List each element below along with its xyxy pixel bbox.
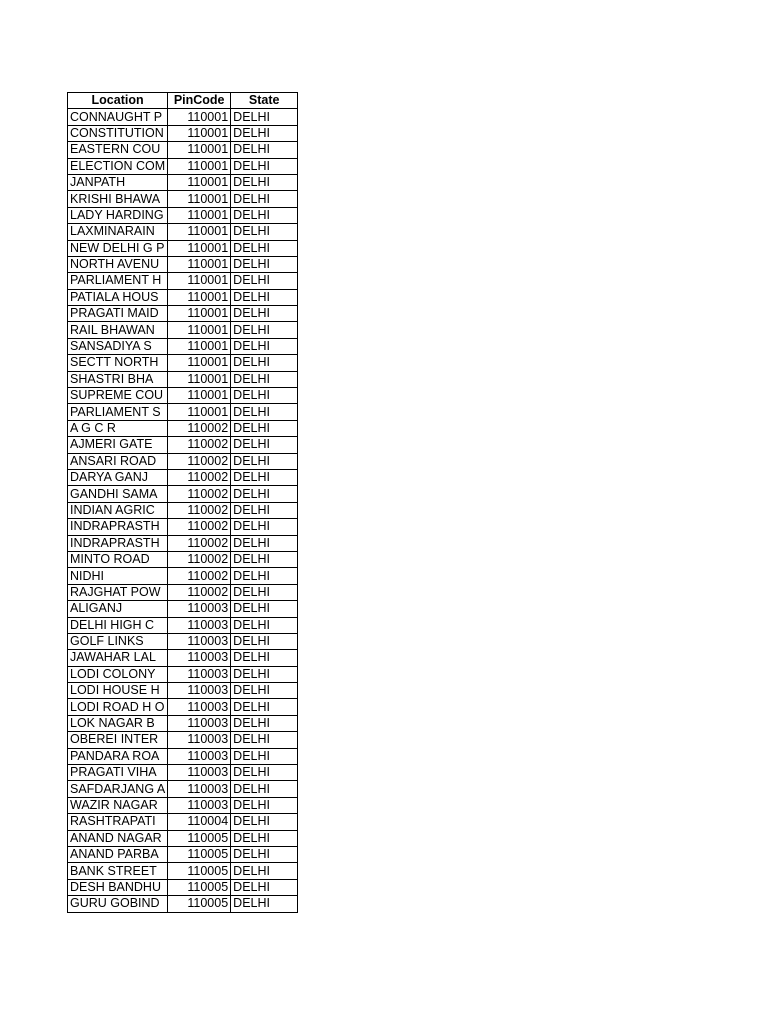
pincode-cell: 110005 [168,879,231,895]
table-row [68,502,298,518]
table-row [68,338,298,354]
state-cell: DELHI [231,781,298,797]
table-row [68,109,298,125]
pincode-cell: 110003 [168,666,231,682]
table-row [68,486,298,502]
table-row [68,273,298,289]
table-row [68,158,298,174]
location-cell: JAWAHAR LAL [68,650,168,666]
state-cell: DELHI [231,683,298,699]
table-row [68,404,298,420]
table-row [68,322,298,338]
state-cell: DELHI [231,601,298,617]
state-cell: DELHI [231,551,298,567]
state-cell: DELHI [231,420,298,436]
table-row [68,765,298,781]
location-cell: LADY HARDING [68,207,168,223]
table-row [68,863,298,879]
pincode-cell: 110002 [168,469,231,485]
state-cell: DELHI [231,535,298,551]
state-cell: DELHI [231,404,298,420]
state-cell: DELHI [231,519,298,535]
pincode-cell: 110001 [168,289,231,305]
table-row [68,240,298,256]
state-cell: DELHI [231,371,298,387]
pincode-cell: 110002 [168,584,231,600]
state-cell: DELHI [231,896,298,912]
table-row [68,256,298,272]
table-row [68,224,298,240]
table-row [68,469,298,485]
table-row [68,896,298,912]
pincode-cell: 110001 [168,142,231,158]
pincode-cell: 110005 [168,846,231,862]
table-row [68,142,298,158]
location-cell: GANDHI SAMA [68,486,168,502]
state-cell: DELHI [231,109,298,125]
table-row [68,846,298,862]
state-cell: DELHI [231,338,298,354]
location-cell: JANPATH [68,174,168,190]
location-cell: LOK NAGAR B [68,715,168,731]
state-cell: DELHI [231,568,298,584]
table-row [68,420,298,436]
state-cell: DELHI [231,846,298,862]
location-cell: ANSARI ROAD [68,453,168,469]
pincode-cell: 110001 [168,371,231,387]
state-cell: DELHI [231,388,298,404]
location-cell: INDRAPRASTH [68,519,168,535]
pincode-cell: 110001 [168,174,231,190]
location-cell: LODI ROAD H O [68,699,168,715]
location-cell: RASHTRAPATI [68,814,168,830]
pincode-cell: 110001 [168,224,231,240]
pincode-cell: 110001 [168,240,231,256]
state-cell: DELHI [231,453,298,469]
pincode-cell: 110002 [168,453,231,469]
pincode-cell: 110001 [168,256,231,272]
pincode-cell: 110001 [168,338,231,354]
location-cell: SANSADIYA S [68,338,168,354]
table-row [68,568,298,584]
table-row [68,453,298,469]
location-cell: DARYA GANJ [68,469,168,485]
state-cell: DELHI [231,486,298,502]
location-cell: SUPREME COU [68,388,168,404]
location-cell: NORTH AVENU [68,256,168,272]
table-row [68,797,298,813]
pincode-cell: 110001 [168,306,231,322]
location-cell: MINTO ROAD [68,551,168,567]
table-row [68,535,298,551]
location-cell: GOLF LINKS [68,633,168,649]
table-row [68,732,298,748]
state-cell: DELHI [231,191,298,207]
pincode-cell: 110005 [168,863,231,879]
table-row [68,715,298,731]
table-row [68,289,298,305]
location-cell: PRAGATI MAID [68,306,168,322]
location-cell: WAZIR NAGAR [68,797,168,813]
table-row [68,551,298,567]
table-row [68,650,298,666]
state-cell: DELHI [231,306,298,322]
state-cell: DELHI [231,584,298,600]
location-cell: ALIGANJ [68,601,168,617]
table-row [68,207,298,223]
table-row [68,388,298,404]
pincode-cell: 110002 [168,420,231,436]
pincode-cell: 110002 [168,535,231,551]
table-row [68,879,298,895]
pincode-cell: 110003 [168,765,231,781]
location-cell: NEW DELHI G P [68,240,168,256]
state-cell: DELHI [231,289,298,305]
pincode-cell: 110003 [168,650,231,666]
location-cell: PATIALA HOUS [68,289,168,305]
pincode-cell: 110003 [168,715,231,731]
state-cell: DELHI [231,863,298,879]
location-cell: SHASTRI BHA [68,371,168,387]
table-row [68,601,298,617]
pincode-cell: 110002 [168,568,231,584]
pincode-cell: 110002 [168,519,231,535]
state-cell: DELHI [231,748,298,764]
table-row [68,830,298,846]
location-cell: PRAGATI VIHA [68,765,168,781]
location-cell: NIDHI [68,568,168,584]
pincode-table [67,92,298,913]
state-cell: DELHI [231,666,298,682]
state-cell: DELHI [231,830,298,846]
pincode-cell: 110001 [168,355,231,371]
table-row [68,306,298,322]
location-cell: PARLIAMENT H [68,273,168,289]
pincode-cell: 110003 [168,781,231,797]
location-cell: ELECTION COM [68,158,168,174]
location-cell: SECTT NORTH [68,355,168,371]
table-row [68,191,298,207]
state-cell: DELHI [231,125,298,141]
header-row [68,93,298,109]
table-row [68,748,298,764]
state-cell: DELHI [231,732,298,748]
state-cell: DELHI [231,633,298,649]
header-state: State [231,93,298,109]
state-cell: DELHI [231,699,298,715]
location-cell: RAJGHAT POW [68,584,168,600]
state-cell: DELHI [231,469,298,485]
table-row [68,355,298,371]
state-cell: DELHI [231,502,298,518]
table-row [68,683,298,699]
state-cell: DELHI [231,617,298,633]
location-cell: EASTERN COU [68,142,168,158]
pincode-cell: 110002 [168,486,231,502]
pincode-cell: 110003 [168,797,231,813]
state-cell: DELHI [231,322,298,338]
pincode-cell: 110003 [168,617,231,633]
table-row [68,617,298,633]
state-cell: DELHI [231,142,298,158]
state-cell: DELHI [231,715,298,731]
pincode-cell: 110001 [168,125,231,141]
table-row [68,174,298,190]
pincode-cell: 110003 [168,699,231,715]
table-body [68,109,298,912]
location-cell: DELHI HIGH C [68,617,168,633]
state-cell: DELHI [231,437,298,453]
location-cell: A G C R [68,420,168,436]
header-location: Location [68,93,168,109]
location-cell: OBEREI INTER [68,732,168,748]
pincode-cell: 110001 [168,207,231,223]
table-row [68,125,298,141]
pincode-cell: 110003 [168,748,231,764]
state-cell: DELHI [231,224,298,240]
state-cell: DELHI [231,355,298,371]
location-cell: PANDARA ROA [68,748,168,764]
location-cell: AJMERI GATE [68,437,168,453]
table-row [68,699,298,715]
location-cell: INDRAPRASTH [68,535,168,551]
location-cell: ANAND PARBA [68,846,168,862]
pincode-cell: 110002 [168,551,231,567]
table-row [68,437,298,453]
pincode-cell: 110003 [168,633,231,649]
location-cell: LAXMINARAIN [68,224,168,240]
table-row [68,633,298,649]
table-row [68,371,298,387]
location-cell: SAFDARJANG A [68,781,168,797]
location-cell: LODI HOUSE H [68,683,168,699]
state-cell: DELHI [231,650,298,666]
location-cell: PARLIAMENT S [68,404,168,420]
location-cell: KRISHI BHAWA [68,191,168,207]
state-cell: DELHI [231,240,298,256]
pincode-cell: 110002 [168,502,231,518]
pincode-cell: 110001 [168,404,231,420]
pincode-cell: 110002 [168,437,231,453]
location-cell: INDIAN AGRIC [68,502,168,518]
pincode-cell: 110003 [168,683,231,699]
location-cell: CONNAUGHT P [68,109,168,125]
location-cell: GURU GOBIND [68,896,168,912]
pincode-cell: 110001 [168,273,231,289]
state-cell: DELHI [231,207,298,223]
pincode-cell: 110004 [168,814,231,830]
pincode-cell: 110003 [168,601,231,617]
table-row [68,814,298,830]
pincode-cell: 110003 [168,732,231,748]
state-cell: DELHI [231,174,298,190]
pincode-cell: 110005 [168,830,231,846]
state-cell: DELHI [231,273,298,289]
pincode-cell: 110001 [168,109,231,125]
location-cell: LODI COLONY [68,666,168,682]
state-cell: DELHI [231,879,298,895]
location-cell: RAIL BHAWAN [68,322,168,338]
table-row [68,781,298,797]
location-cell: CONSTITUTION [68,125,168,141]
state-cell: DELHI [231,765,298,781]
pincode-cell: 110001 [168,191,231,207]
location-cell: DESH BANDHU [68,879,168,895]
header-pincode: PinCode [168,93,231,109]
table-row [68,519,298,535]
location-cell: ANAND NAGAR [68,830,168,846]
state-cell: DELHI [231,158,298,174]
table-row [68,666,298,682]
pincode-cell: 110001 [168,322,231,338]
state-cell: DELHI [231,814,298,830]
location-cell: BANK STREET [68,863,168,879]
pincode-cell: 110005 [168,896,231,912]
table-row [68,584,298,600]
state-cell: DELHI [231,256,298,272]
pincode-cell: 110001 [168,158,231,174]
pincode-cell: 110001 [168,388,231,404]
state-cell: DELHI [231,797,298,813]
